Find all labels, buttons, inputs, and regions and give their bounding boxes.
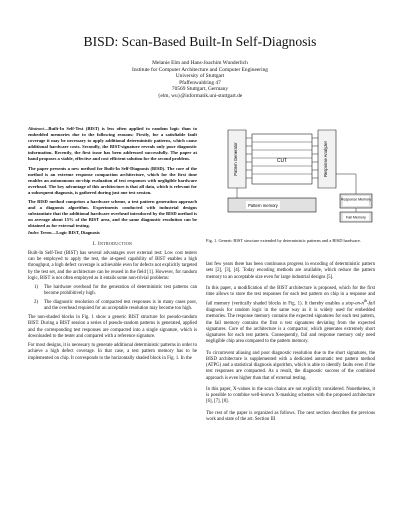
abstract-paragraph: The BISD method comprises a hardware scheme, a test pattern generation approach and a diagnosis algorithm. Experiments conducted with industrial designs substantiate that the additional hardware overhead introduced by the BISD method is on average about 15% of the BIST area, and the same diagnostic resolution can be obtained as for external testing. — [28, 199, 197, 229]
body-paragraph: Built-In Self-Test (BIST) has several advantages over external test: Low cost testers can be employed to apply the test, the at-speed capability of BIST enables a high throughput, a high defect coverage is achievable even for defects not explicitly targeted by the test set, and the architecture can be reused in the field [1]. However, for random logic, BIST is not often employed as it entails some non-trivial problems: — [28, 250, 197, 281]
body-paragraph: In this paper, X-values in the scan chains are not explicitly considered. Nonetheless, it is possible to combine well-known X-masking schemes with the proposed architecture [6], [7], [8]. — [206, 386, 375, 405]
cut-label: CUT — [276, 158, 288, 164]
list-number: 2) — [34, 299, 38, 305]
body-paragraph: To circumvent aliasing and poor diagnostic resolution due to the short signatures, the BISD architecture is supplemented with a dedicated automatic test pattern method (ATPG) and a statistical diagnosis algorithm, which is able to identify faults even if the test responses are compacted. As a result, the diagnostic success of the combined approach is even higher than that of external testing. — [206, 350, 375, 381]
pattern-memory-label: Pattern memory — [248, 203, 278, 208]
inline-emphasis: stop-on-n — [345, 301, 364, 307]
body-paragraph: last few years there has been continuous progress in encoding of deterministic pattern sets [2], [3], [4]. Today encoding methods are available, which reduce the pattern memory to an acceptable size even for large industrial designs [5]. — [206, 262, 375, 280]
right-column — [206, 262, 375, 423]
body-paragraph — [206, 286, 375, 346]
list-item — [34, 299, 197, 313]
cut-block — [252, 134, 312, 184]
index-terms-lead: Index Terms — [28, 229, 52, 235]
list-text: The hardware overhead for the generation of deterministic test patterns can become prohibitively high. — [44, 285, 197, 297]
body-paragraph: For most designs, it is necessary to generate additional deterministic patterns in order to achieve a high defect coverage. In that case, a test pattern memory has to be implemented on chip. It corresponds to the horizontally shaded block in Fig. 1. In the — [28, 343, 197, 361]
pattern-memory-block — [228, 198, 316, 212]
affiliation-line: Pfaffenwaldring 47 — [179, 79, 221, 86]
fail-memory-label: Fail Memory — [346, 215, 366, 220]
response-analyzer-block — [318, 130, 336, 188]
abstract-lead: Abstract — [28, 126, 44, 131]
numbered-list — [34, 285, 197, 312]
index-terms-text: —Logic BIST, Diagnosis — [51, 229, 100, 235]
abstract-text: —Built-In Self-Test (BIST) is less often applied to random logic than to embedded memories due to the following reasons: Firstly, for a satisfiable fault coverage it may be necessary to apply additional deterministic patterns, which cause additional hardware costs. Secondly, the BIST-signature reveals only poor diagnostic information. Recently, the first issue has been addressed successfully. The paper at hand proposes a viable, effective and cost efficient solution for the second problem. — [28, 126, 197, 162]
affiliation-line: University of Stuttgart — [175, 73, 225, 80]
body-paragraph: The rest of the paper is organized as follows. The next section describes the previous work and state of the art. Section III — [206, 410, 375, 422]
affiliation-line: Institute for Computer Architecture and Computer Engineering — [132, 66, 268, 73]
left-column — [28, 126, 197, 362]
generator-label: Pattern Generator — [233, 142, 238, 176]
affiliation-line: 70569 Stuttgart, Germany — [171, 86, 229, 93]
list-text: The diagnostic resolution of compacted test responses is in many cases poor, and the overhead required for an acceptable resolution may become too high. — [44, 299, 197, 311]
inline-text: diagnosis for random logic in the same way as it is widely used for embedded memories. The response memory contains the expected signatures for each test pattern, the fail memory contains the first n test signatures deviating from the expected signatures. Core of the architecture is a compactor, which generates extremely short signatures for each test pattern. Consequently, fail and response memory only need negligible chip area compared to the pattern memory. — [206, 308, 375, 345]
section-heading: I. Introduction — [92, 240, 133, 247]
author-emails: {elm, wu}@informatik.uni-stuttgart.de — [157, 92, 243, 99]
figure-caption: Fig. 1. Generic BIST structure extended by deterministic patterns and a BISD hardware. — [206, 238, 361, 243]
author-block — [0, 60, 400, 100]
list-item — [34, 285, 197, 298]
bist-diagram — [206, 124, 375, 234]
pattern-generator-block — [228, 130, 246, 188]
fail-memory-block — [340, 212, 372, 222]
paper-title: BISD: Scan-Based Built-In Self-Diagnosis — [83, 34, 317, 49]
author-names: Melanie Elm and Hans-Joachim Wunderlich — [152, 60, 248, 66]
response-memory-label: Response Memory — [340, 197, 372, 202]
analyzer-label: Response Analyzer — [323, 140, 328, 178]
abstract-paragraph — [28, 126, 197, 163]
inline-text: In this paper, a modification of the BIST architecture is proposed, which for the first time allows to store the test responses for each test pattern on chip in a response and fail memory (vertically shaded blocks in Fig. 1). It thereby enables a — [206, 285, 375, 307]
list-number: 1) — [34, 285, 38, 291]
figure-1 — [206, 124, 375, 234]
inline-emphasis: -fail — [367, 301, 375, 307]
inline-superscript: th — [363, 298, 367, 304]
index-terms — [28, 230, 197, 236]
abstract-paragraph: The paper presents a new method for Built-In Self-Diagnosis (BISD). The core of the method is an extreme response compaction architecture, which for the first time enables an autonomous on-chip evaluation of test responses with negligible hardware overhead. The key advantage of this architecture is that all data, which is relevant for a subsequent diagnosis, is gathered during just one test session. — [28, 165, 197, 195]
response-memory-block — [340, 194, 372, 208]
body-paragraph: The non-shaded blocks in Fig. 1 show a generic BIST structure for pseudo-random BIST. During a BIST session a series of pseudo-random patterns is generated, applied and the corresponding test responses are compacted into a single signature, which is downloaded to the tester and compared with a reference signature. — [28, 315, 197, 339]
